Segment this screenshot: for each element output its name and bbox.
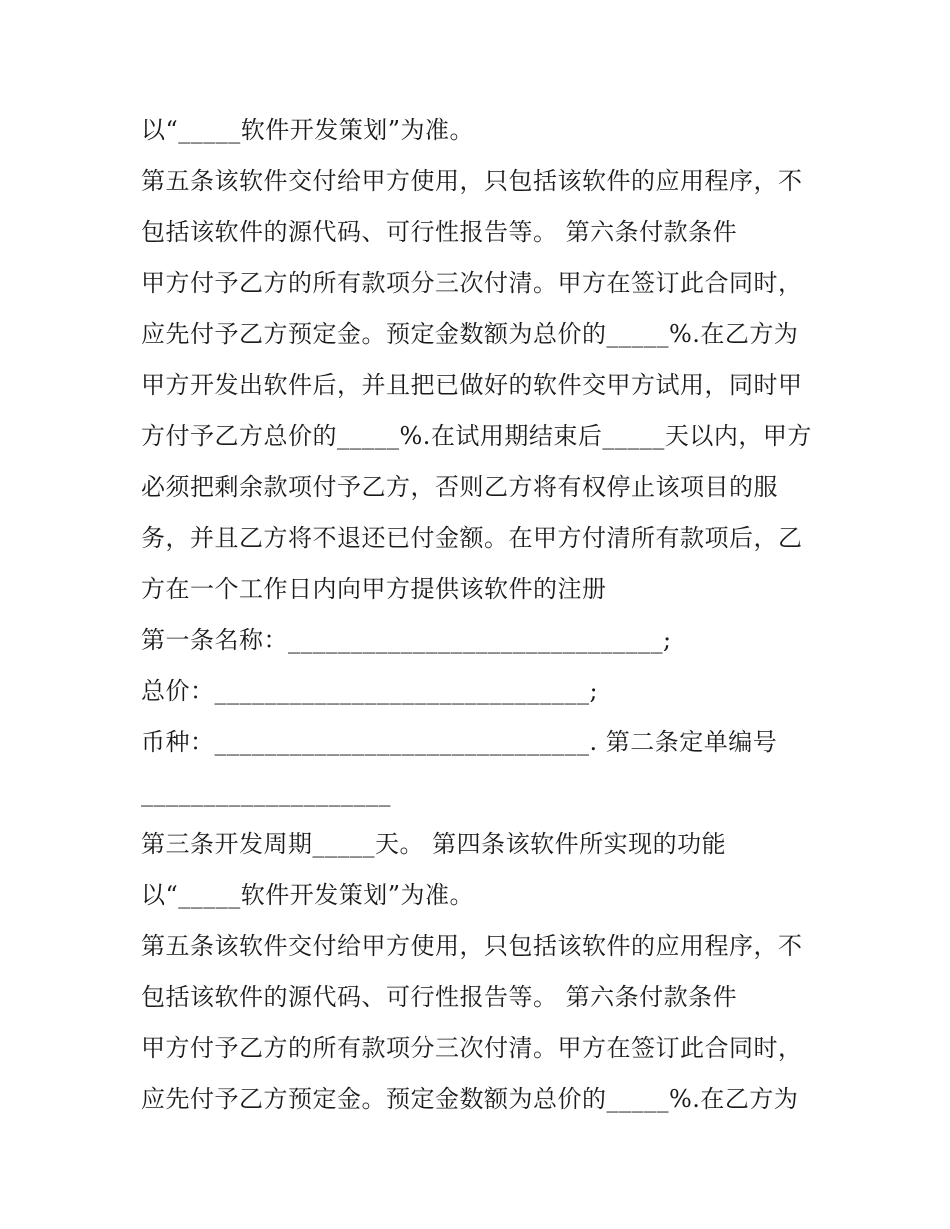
text-line: 总价：______________________________; (141, 677, 599, 705)
text-line: ____________________ (141, 779, 391, 807)
text-line: 务，并且乙方将不退还已付金额。在甲方付清所有款项后，乙 (141, 524, 803, 552)
text-line: 方在一个工作日内向甲方提供该软件的注册 (141, 575, 607, 603)
text-line: 方付予乙方总价的_____%.在试用期结束后_____天以内，甲方 (141, 422, 812, 450)
text-line: 以“_____软件开发策划”为准。 (141, 881, 475, 909)
text-line: 应先付予乙方预定金。预定金数额为总价的_____%.在乙方为 (141, 1085, 799, 1113)
text-line: 第五条该软件交付给甲方使用，只包括该软件的应用程序，不 (141, 167, 803, 195)
text-line: 以“_____软件开发策划”为准。 (141, 116, 475, 144)
text-line: 甲方付予乙方的所有款项分三次付清。甲方在签订此合同时， (141, 1034, 803, 1062)
text-line: 包括该软件的源代码、可行性报告等。 第六条付款条件 (141, 218, 738, 246)
text-line: 必须把剩余款项付予乙方，否则乙方将有权停止该项目的服 (141, 473, 778, 501)
text-line: 第五条该软件交付给甲方使用，只包括该软件的应用程序，不 (141, 932, 803, 960)
text-line: 应先付予乙方预定金。预定金数额为总价的_____%.在乙方为 (141, 320, 799, 348)
text-line: 第一条名称：______________________________; (141, 626, 672, 654)
text-line: 甲方开发出软件后，并且把已做好的软件交甲方试用，同时甲 (141, 371, 803, 399)
text-line: 甲方付予乙方的所有款项分三次付清。甲方在签订此合同时， (141, 269, 803, 297)
contract-text (141, 105, 831, 1125)
text-line: 包括该软件的源代码、可行性报告等。 第六条付款条件 (141, 983, 738, 1011)
text-line: 第三条开发周期_____天。 第四条该软件所实现的功能 (141, 830, 727, 858)
text-line: 币种：______________________________. 第二条定单编号 (141, 728, 778, 756)
